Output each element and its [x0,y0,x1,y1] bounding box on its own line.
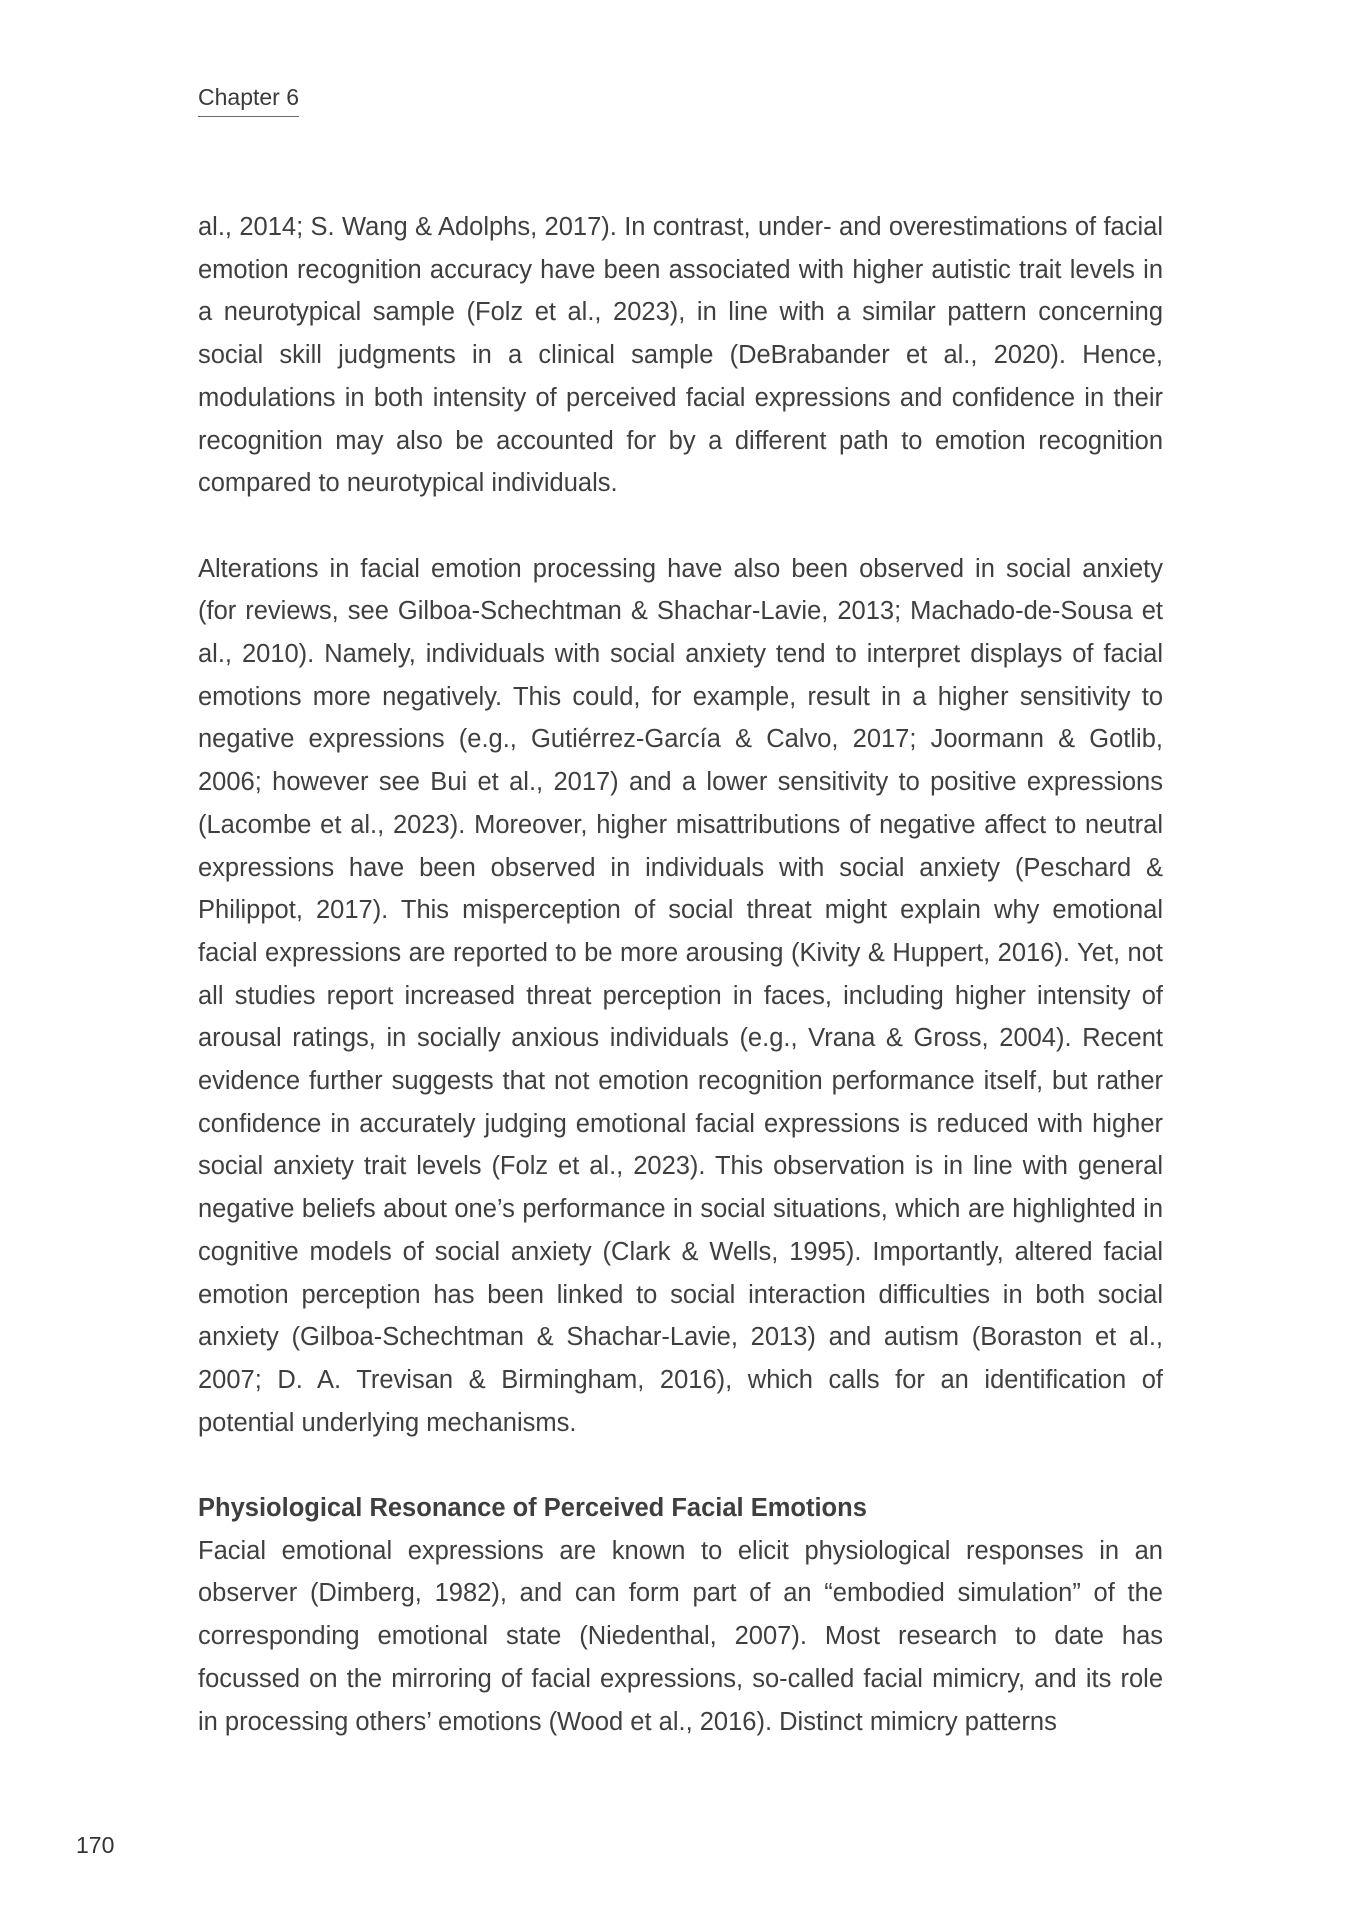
page-number: 170 [76,1832,115,1858]
running-header-chapter: Chapter 6 [198,82,299,117]
body-text [198,206,1163,1743]
section-paragraph: Facial emotional expressions are known to elicit physiological responses in an observer (Dimberg, 1982), and can form part of an “embodied simulation” of the corresponding emotional state (Niedenthal, 2007). Most research to date has focussed on the mirroring of facial expressions, so-called facial mimicry, and its role in processing others’ emotions (Wood et al., 2016). Distinct mimicry patterns [198,1536,1163,1736]
section-heading: Physiological Resonance of Perceived Facial Emotions [198,1494,867,1523]
paragraph-gap [198,1444,1163,1487]
paragraph-gap [198,505,1163,548]
paragraph-2: Alterations in facial emotion processing have also been observed in social anxiety (for reviews, see Gilboa-Schechtman & Shachar-Lavie, 2013; Machado-de-Sousa et al., 2010). Namely, individuals with social anxiety tend to interpret displays of facial emotions more negatively. This could, for example, result in a higher sensitivity to negative expressions (e.g., Gutiérrez-García & Calvo, 2017; Joormann & Gotlib, 2006; however see Bui et al., 2017) and a lower sensitivity to positive expressions (Lacombe et al., 2023). Moreover, higher misattributions of negative affect to neutral expressions have been observed in individuals with social anxiety (Peschard & Philippot, 2017). This misperception of social threat might explain why emotional facial expressions are reported to be more arousing (Kivity & Huppert, 2016). Yet, not all studies report increased threat perception in faces, including higher intensity of arousal ratings, in socially anxious individuals (e.g., Vrana & Gross, 2004). Recent evidence further suggests that not emotion recognition performance itself, but rather confidence in accurately judging emotional facial expressions is reduced with higher social anxiety trait levels (Folz et al., 2023). This observation is in line with general negative beliefs about one’s performance in social situations, which are highlighted in cognitive models of social anxiety (Clark & Wells, 1995). Importantly, altered facial emotion perception has been linked to social interaction difficulties in both social anxiety (Gilboa-Schechtman & Shachar-Lavie, 2013) and autism (Boraston et al., 2007; D. A. Trevisan & Birmingham, 2016), which calls for an identification of potential underlying mechanisms. [198,554,1163,1437]
paragraph-1: al., 2014; S. Wang & Adolphs, 2017). In contrast, under- and overestimations of facial emotion recognition accuracy have been associated with higher autistic trait levels in a neurotypical sample (Folz et al., 2023), in line with a similar pattern concerning social skill judgments in a clinical sample (DeBrabander et al., 2020). Hence, modulations in both intensity of perceived facial expressions and confidence in their recognition may also be accounted for by a different path to emotion recognition compared to neurotypical individuals. [198,213,1163,498]
